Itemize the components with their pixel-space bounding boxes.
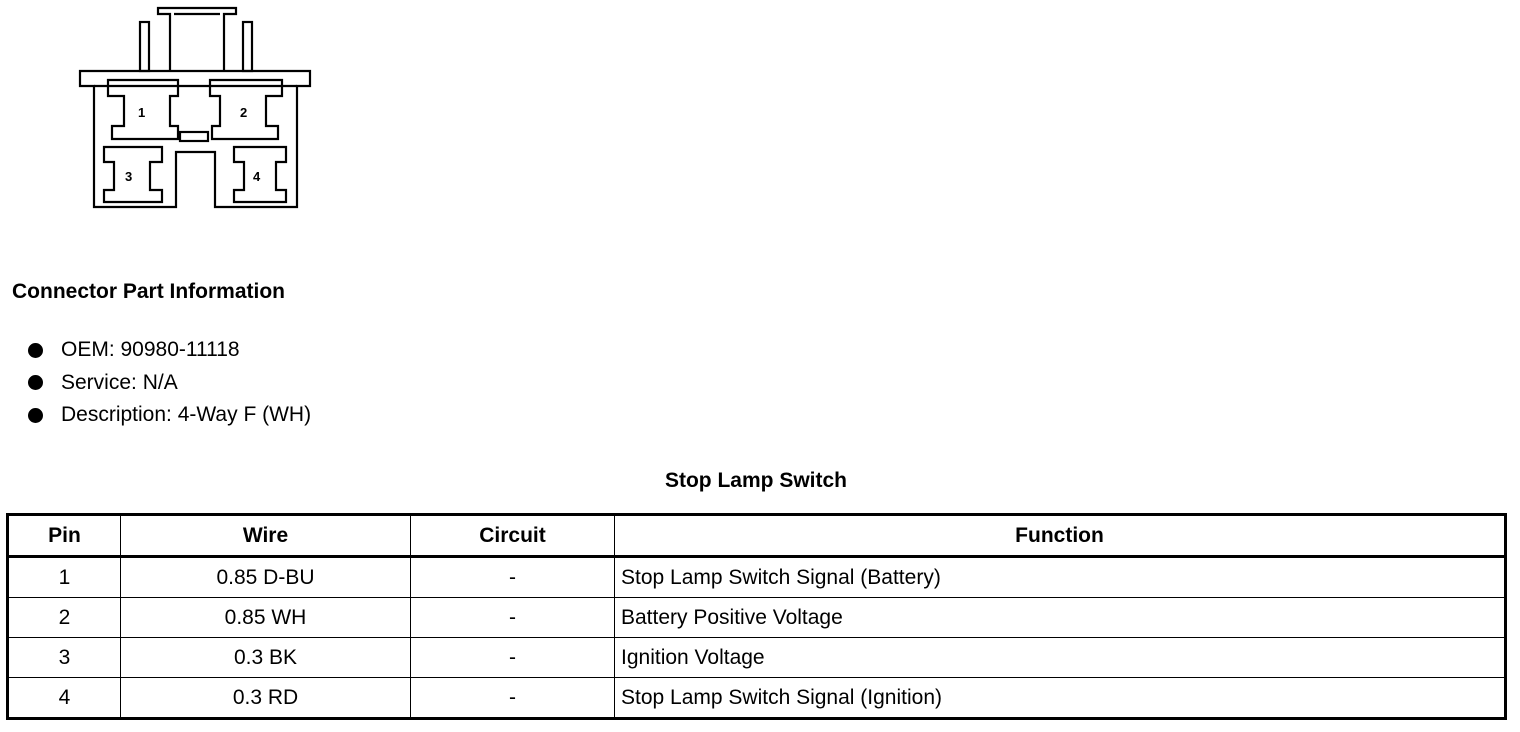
table-row (8, 598, 1506, 638)
cell-circuit: - (411, 678, 615, 719)
pin-label-4: 4 (253, 169, 261, 184)
connector-post-left (140, 22, 149, 71)
connector-face-diagram (0, 0, 330, 230)
cell-function: Ignition Voltage (615, 638, 1506, 678)
header-function: Function (615, 515, 1506, 557)
table-header-row (8, 515, 1506, 557)
header-wire: Wire (121, 515, 411, 557)
connector-info-heading: Connector Part Information (12, 280, 286, 303)
cell-wire: 0.85 D-BU (121, 557, 411, 598)
pin-label-3: 3 (125, 169, 133, 184)
pin-table (6, 513, 1507, 720)
info-oem-text: OEM: 90980-11118 (61, 338, 240, 362)
pin-label-2: 2 (240, 105, 248, 120)
connector-post-right (243, 22, 252, 71)
bullet-icon (28, 375, 43, 390)
info-item-description (28, 399, 311, 432)
table-row (8, 638, 1506, 678)
cell-function: Stop Lamp Switch Signal (Ignition) (615, 678, 1506, 719)
cell-circuit: - (411, 598, 615, 638)
bullet-icon (28, 408, 43, 423)
info-service-text: Service: N/A (61, 370, 178, 394)
bullet-icon (28, 343, 43, 358)
pin-cavity-3 (104, 147, 162, 202)
cell-function: Battery Positive Voltage (615, 598, 1506, 638)
header-pin: Pin (8, 515, 121, 557)
connector-info-list (28, 334, 311, 432)
cell-pin: 2 (8, 598, 121, 638)
cell-circuit: - (411, 638, 615, 678)
pin-label-1: 1 (138, 105, 146, 120)
header-circuit: Circuit (411, 515, 615, 557)
cell-wire: 0.3 BK (121, 638, 411, 678)
info-item-oem (28, 334, 311, 367)
cell-pin: 1 (8, 557, 121, 598)
cell-circuit: - (411, 557, 615, 598)
table-title: Stop Lamp Switch (664, 469, 847, 492)
connector-key-slot (180, 132, 208, 141)
connector-latch (158, 8, 236, 71)
cell-pin: 4 (8, 678, 121, 719)
cell-pin: 3 (8, 638, 121, 678)
info-item-service (28, 367, 311, 400)
cell-function: Stop Lamp Switch Signal (Battery) (615, 557, 1506, 598)
table-row (8, 557, 1506, 598)
table-row (8, 678, 1506, 719)
cell-wire: 0.85 WH (121, 598, 411, 638)
cell-wire: 0.3 RD (121, 678, 411, 719)
info-description-text: Description: 4-Way F (WH) (61, 403, 312, 427)
